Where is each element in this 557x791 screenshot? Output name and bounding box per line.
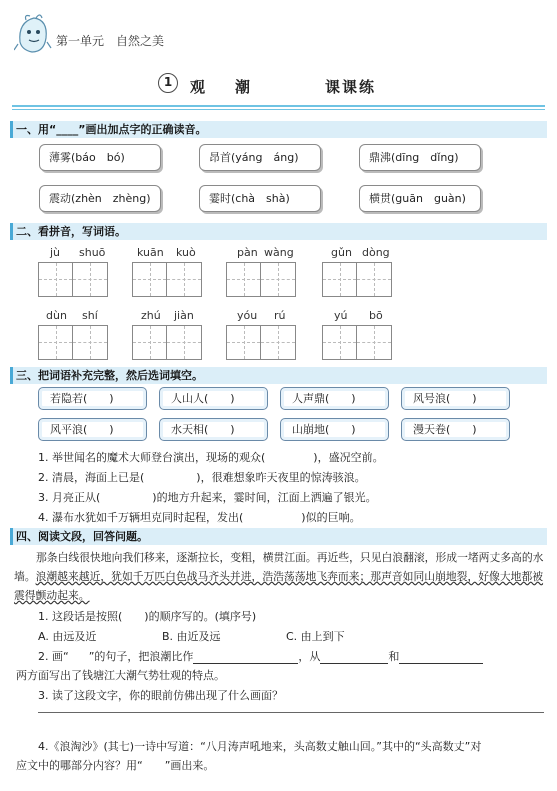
- mascot-icon: [14, 12, 52, 56]
- writing-grid[interactable]: [226, 325, 296, 360]
- unit-title: 第一单元 自然之美: [56, 34, 165, 48]
- writing-grid[interactable]: [38, 262, 108, 297]
- reading-question-2-cont: 两方面写出了钱塘江大潮气势壮观的特点。: [16, 669, 225, 682]
- fill-question-4: 4. 瀑布水犹如千万辆坦克同时起程，发出( )似的巨响。: [38, 511, 361, 524]
- option-a[interactable]: A. 由远及近: [38, 630, 97, 643]
- section-4-title: 四、阅读文段，回答问题。: [10, 528, 547, 545]
- writing-grid[interactable]: [132, 262, 202, 297]
- answer-line[interactable]: [38, 712, 544, 713]
- lesson-subtitle: 课课练: [325, 78, 377, 96]
- pinyin-label: bō: [369, 309, 383, 322]
- idiom-box[interactable]: 人山人( ): [159, 387, 268, 410]
- section-2-title: 二、看拼音，写词语。: [10, 223, 547, 240]
- pinyin-label: shí: [82, 309, 98, 322]
- section-1-title: 一、用“____”画出加点字的正确读音。: [10, 121, 547, 138]
- writing-grid[interactable]: [38, 325, 108, 360]
- pinyin-label: rú: [274, 309, 286, 322]
- option-b[interactable]: B. 由近及远: [162, 630, 221, 643]
- pinyin-label: kuò: [176, 246, 196, 259]
- lesson-number: 1: [158, 73, 178, 93]
- pinyin-label: jiàn: [174, 309, 194, 322]
- pinyin-label: kuān: [137, 246, 164, 259]
- idiom-box[interactable]: 人声鼎( ): [280, 387, 389, 410]
- pinyin-label: jù: [50, 246, 61, 259]
- pronunciation-item[interactable]: 横贯(guān guàn): [359, 185, 481, 212]
- reading-question-4: 4.《浪淘沙》(其七)一诗中写道：“八月涛声吼地来，头高数丈触山回。”其中的“头高数丈”对: [38, 740, 482, 753]
- idiom-box[interactable]: 漫天卷( ): [401, 418, 510, 441]
- pinyin-label: zhú: [141, 309, 161, 322]
- writing-grid[interactable]: [322, 325, 392, 360]
- idiom-box[interactable]: 风号浪( ): [401, 387, 510, 410]
- idiom-box[interactable]: 山崩地( ): [280, 418, 389, 441]
- writing-grid[interactable]: [226, 262, 296, 297]
- reading-question-2: 2. 画“ ”的句子，把浪潮比作 ，从 和: [38, 648, 483, 664]
- pinyin-label: dòng: [362, 246, 390, 259]
- answer-blank[interactable]: [320, 652, 388, 664]
- pinyin-label: wàng: [264, 246, 294, 259]
- passage-underlined-sentence: 浪潮越来越近，犹如千万匹白色战马齐头并进，浩浩荡荡地飞奔而来；那声音如同山崩地裂，好像大地都被震得颤动起来。: [14, 570, 544, 602]
- fill-question-2: 2. 清晨，海面上已是( )，很难想象昨天夜里的惊涛骇浪。: [38, 471, 366, 484]
- idiom-box[interactable]: 若隐若( ): [38, 387, 147, 410]
- pronunciation-item[interactable]: 震动(zhèn zhèng): [39, 185, 161, 212]
- pinyin-label: gǔn: [331, 246, 352, 259]
- option-c[interactable]: C. 由上到下: [286, 630, 345, 643]
- section-3-title: 三、把词语补充完整，然后选词填空。: [10, 367, 547, 384]
- pronunciation-item[interactable]: 薄雾(báo bó): [39, 144, 161, 171]
- reading-question-1: 1. 这段话是按照( )的顺序写的。(填序号): [38, 610, 257, 623]
- fill-question-3: 3. 月亮正从( )的地方升起来，霎时间，江面上洒遍了银光。: [38, 491, 377, 504]
- answer-blank[interactable]: [193, 652, 298, 664]
- pinyin-label: shuō: [79, 246, 106, 259]
- passage-plain: 那条白线很快地向我们移来，逐渐拉长，变粗，横贯江面。再近些，只见白浪翻滚，形成一堵两丈多高的水墙。: [14, 551, 544, 583]
- idiom-box[interactable]: 水天相( ): [159, 418, 268, 441]
- pinyin-label: yú: [334, 309, 348, 322]
- answer-blank[interactable]: [399, 652, 483, 664]
- reading-passage: [14, 548, 544, 605]
- header-divider: [12, 105, 545, 107]
- fill-question-1: 1. 举世闻名的魔术大师登台演出，现场的观众( )，盛况空前。: [38, 451, 384, 464]
- pinyin-label: dùn: [46, 309, 67, 322]
- pinyin-label: pàn: [237, 246, 258, 259]
- pronunciation-item[interactable]: 昂首(yáng áng): [199, 144, 321, 171]
- writing-grid[interactable]: [132, 325, 202, 360]
- reading-question-3: 3. 读了这段文字，你的眼前仿佛出现了什么画面？: [38, 689, 283, 702]
- idiom-box[interactable]: 风平浪( ): [38, 418, 147, 441]
- reading-question-4-cont: 应文中的哪部分内容？用“ ”画出来。: [16, 759, 215, 772]
- header-divider-thin: [12, 109, 545, 110]
- writing-grid[interactable]: [322, 262, 392, 297]
- lesson-title: 观 潮: [190, 78, 251, 96]
- pronunciation-item[interactable]: 鼎沸(dīng dǐng): [359, 144, 481, 171]
- pronunciation-item[interactable]: 霎时(chà shà): [199, 185, 321, 212]
- pinyin-label: yóu: [237, 309, 258, 322]
